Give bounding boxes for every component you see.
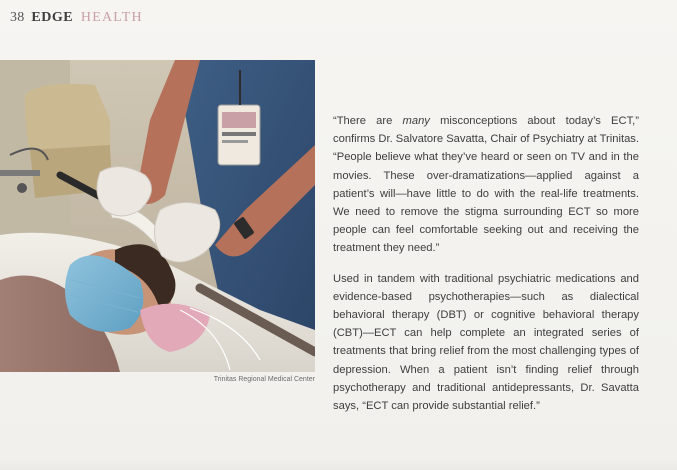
article-body [333,112,639,427]
quote-open-text: “There are [333,115,403,127]
page-header [10,10,143,26]
emphasis-text: many [402,115,430,127]
photo-caption: Trinitas Regional Medical Center [213,376,315,383]
section-name: HEALTH [80,10,143,25]
quote-rest-text: misconceptions about today’s ECT,” confirms Dr. Salvatore Savatta, Chair of Psychiatry at Trinitas. “People believe what they’ve heard or seen on TV and in the movies. These over-dramatizations—applied against a patient’s will—have little to do with the real-life treatments. We need to remove the stigma surrounding ECT so more people can feel comfortable seeking out and receiving the treatment they need.” [333,115,640,255]
article-photo [0,60,315,372]
page-edge-shadow [0,458,677,470]
page-number: 38 [10,10,25,25]
publication-name: EDGE [31,10,74,25]
article-paragraph-2: Used in tandem with traditional psychiatric medications and evidence-based psychotherapies—such as dialectical behavioral therapy (DBT) or cognitive behavioral therapy (CBT)—ECT can help complete an integrated series of treatments that bring relief from the most challenging types of depression. When a patient isn’t finding relief through psychotherapy and traditional antidepressants, Dr. Savatta says, “ECT can provide substantial relief.” [333,272,639,413]
article-paragraph-1 [333,112,639,258]
